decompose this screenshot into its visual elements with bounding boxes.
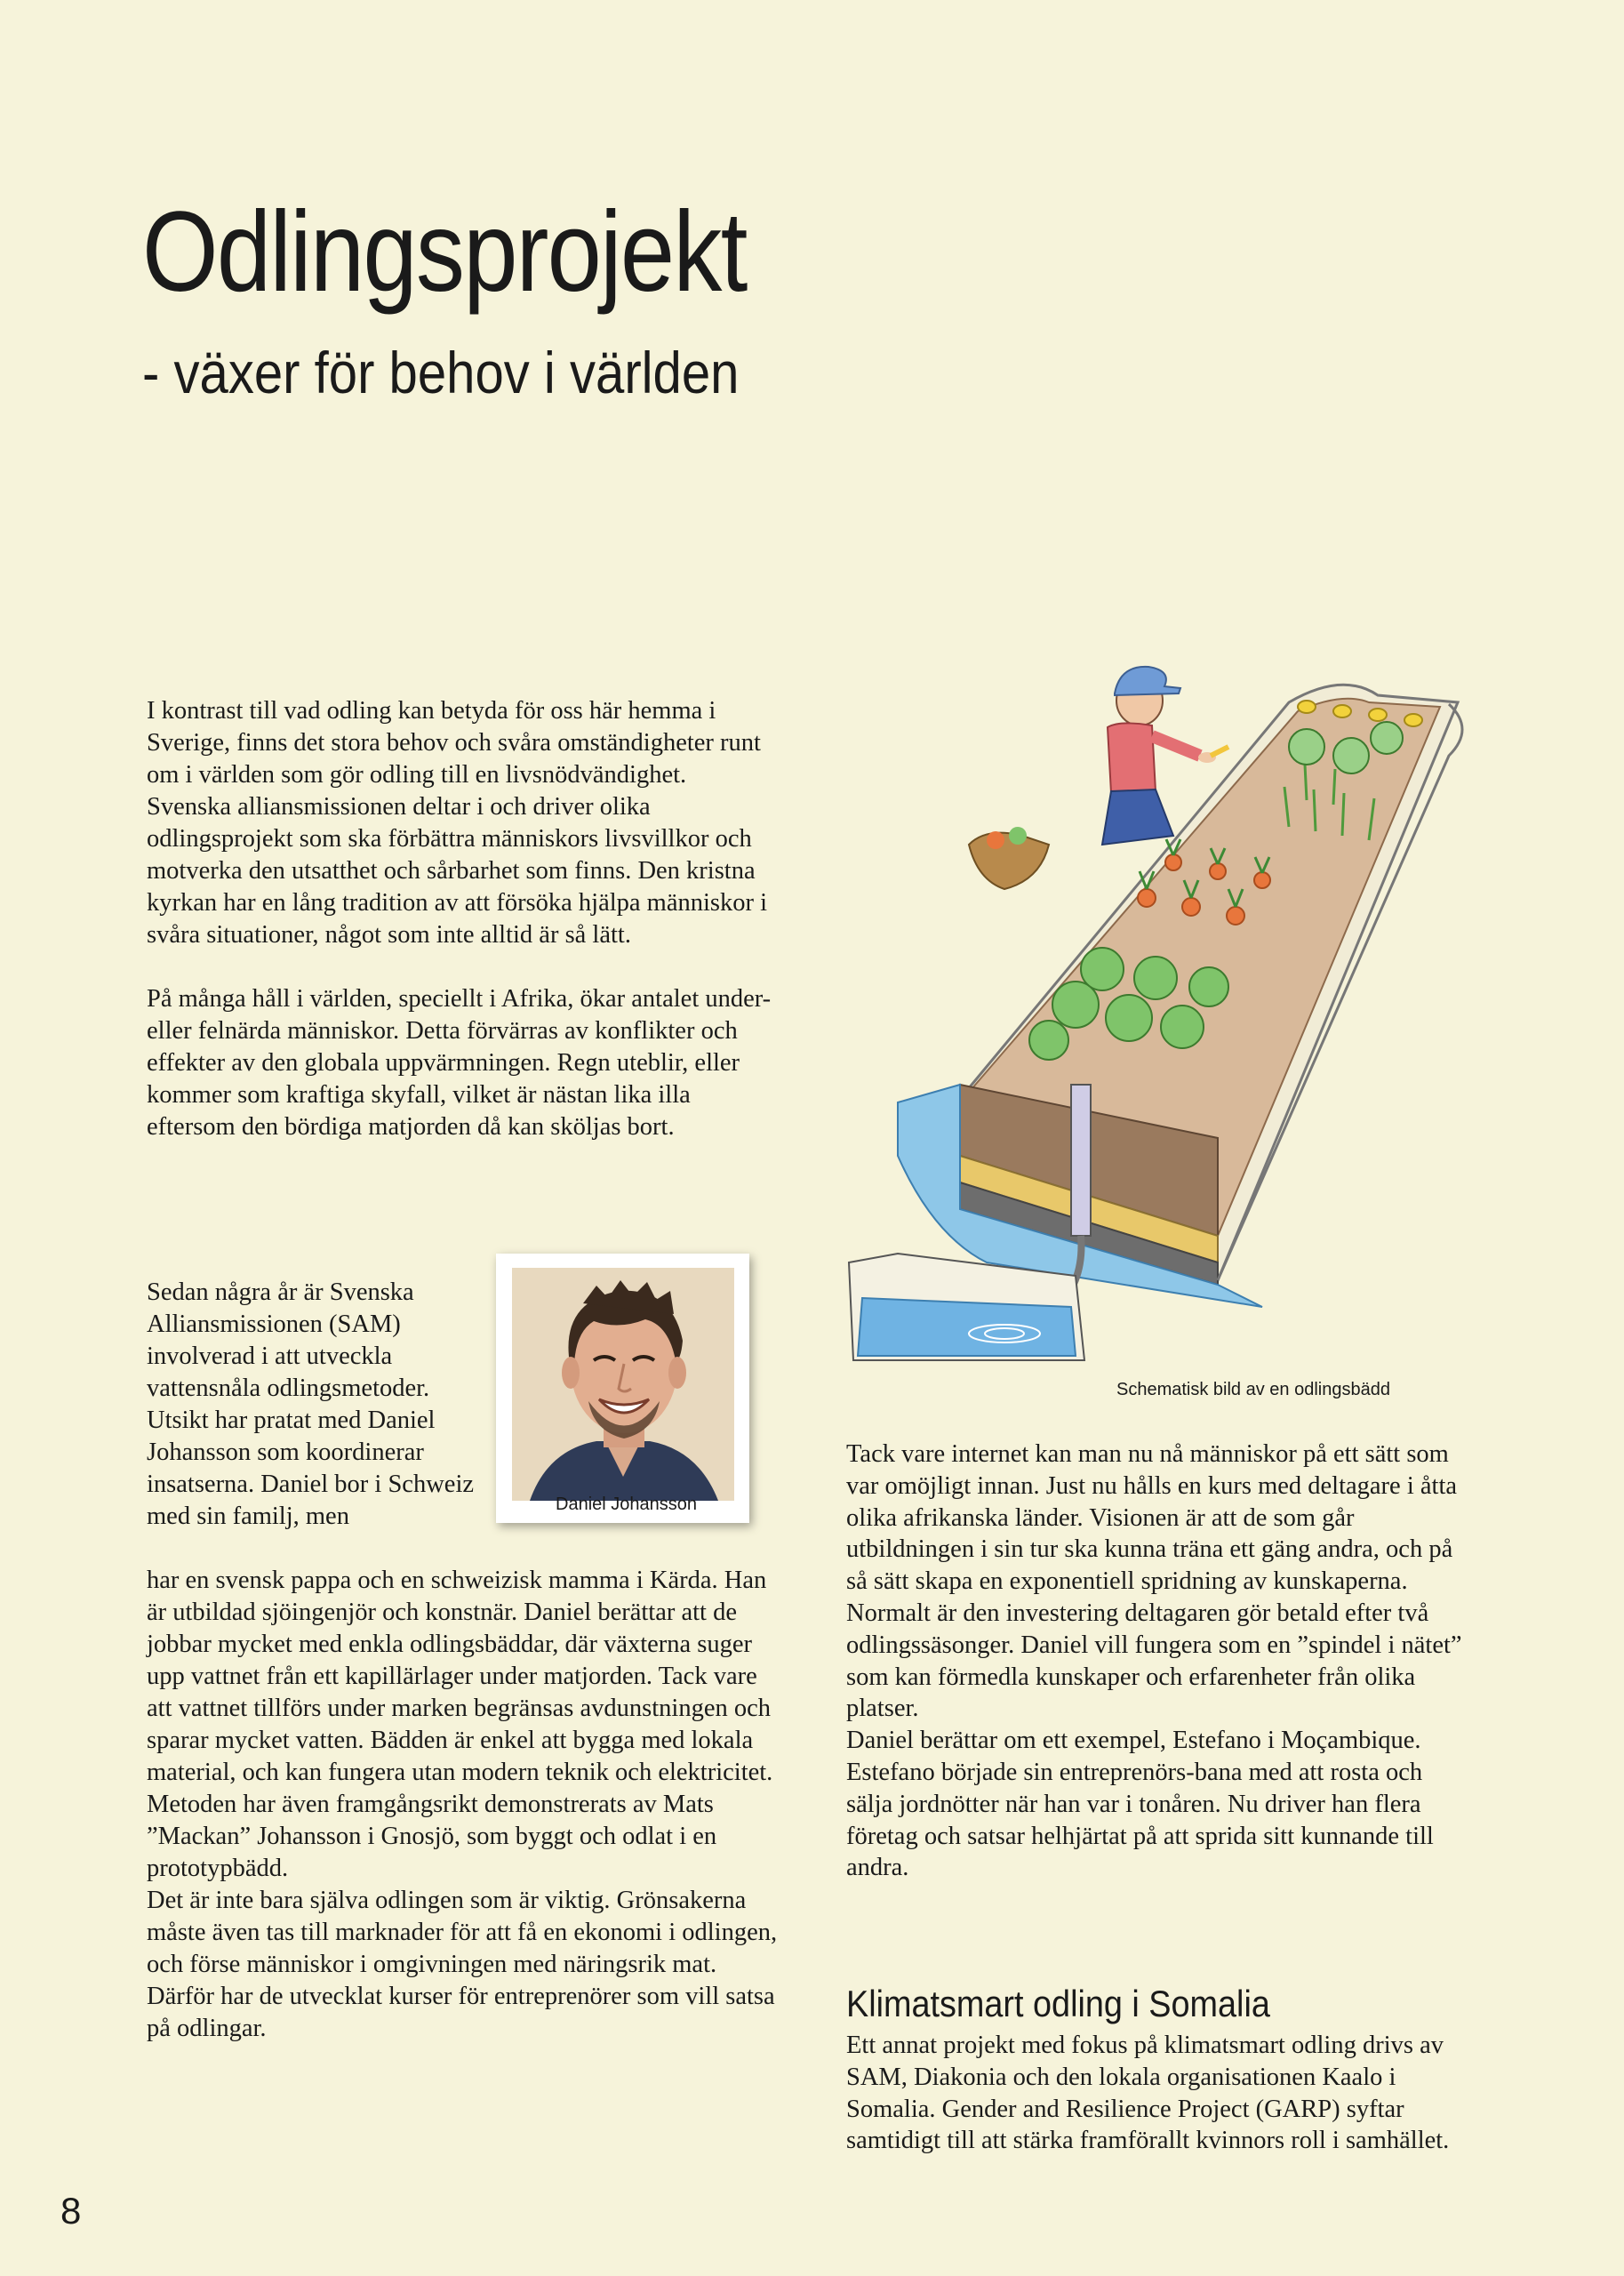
intro-text (147, 695, 782, 1143)
portrait-photo (512, 1268, 734, 1501)
photo-caption: Daniel Johansson (556, 1495, 697, 1514)
article-subtitle: - växer för behov i världen (142, 340, 740, 405)
paragraph-somalia: Ett annat projekt med fokus på klimatsmart odling drivs av SAM, Diakonia och den lokala organisationen Kaalo i Somalia. Gender and Resilience Project (GARP) syftar samtidigt till att stärka framförallt kvinnors roll i samhället. (846, 2032, 1450, 2155)
illustration-caption: Schematisk bild av en odlingsbädd (1116, 1380, 1390, 1399)
section-heading-somalia: Klimatsmart odling i Somalia (846, 1983, 1270, 2024)
paragraph-africa: På många håll i världen, speciellt i Afrika, ökar antalet under- eller felnärda människor. Detta förvärras av konflikter och effekter av den globala uppvärmningen. Regn uteblir, eller kommer som kraftiga skyfall, vilket är nästan lika illa eftersom den bördiga matjorden då kan sköljas bort. (147, 985, 772, 1141)
page-number: 8 (60, 2190, 82, 2232)
intro-paragraph-1: I kontrast till vad odling kan betyda för oss här hemma i Sverige, finns det stora behov och svåra omständigheter runt om i världen som gör odling till en livsnödvändighet. (147, 697, 761, 789)
section-somalia-text (846, 2030, 1468, 2157)
right-column-text (846, 1439, 1468, 1884)
paragraph-internet: Tack vare internet kan man nu nå människor på ett sätt som var omöjligt innan. Just nu hålls en kurs med deltagare i åtta olika afrikanska länder. Visionen är att de som går utbildningen i sin tur ska kunna träna ett gäng andra, och på så sätt skapa en exponentiell spridning av kunskaperna. Normalt är den investering deltagaren gör betald efter två odlingssäsonger. Daniel vill fungera som en ”spindel i nätet” som kan förmedla kunskaper och erfarenheter från olika platser. (846, 1440, 1462, 1723)
portrait-photo-frame (496, 1254, 749, 1523)
intro-paragraph-2: Svenska alliansmissionen deltar i och driver olika odlingsprojekt som ska förbättra människors livsvillkor och motverka den utsatthet och sårbarhet som finns. Den kristna kyrkan har en lång tradition av att försöka hjälpa människor i svåra situationer, något som inte alltid är så lätt. (147, 793, 768, 949)
paragraph-estefano: Daniel berättar om ett exempel, Estefano i Moçambique. Estefano började sin entreprenörs-bana med att rosta och sälja jordnötter när han var i tonåren. Nu driver han flera företag och satsar helhjärtat på att sprida sitt kunnande till andra. (846, 1727, 1434, 1882)
growing-bed-illustration (844, 622, 1529, 1387)
paragraph-sam-rest-text: har en svensk pappa och en schweizisk mamma i Kärda. Han är utbildad sjöingenjör och konstnär. Daniel berättar att de jobbar mycket med enkla odlingsbäddar, där växterna suger upp vattnet från ett kapillärlager under matjorden. Tack vare att vattnet tillförs under marken begränsas avdunstningen och sparar mycket vatten. Bädden är enkel att bygga med lokala material, och kan fungera utan modern teknik och elektricitet. Metoden har även framgångsrikt demonstrerats av Mats ”Mackan” Johansson i Gnosjö, som byggt och odlat i en prototypbädd. (147, 1567, 773, 1882)
article-title: Odlingsprojekt (142, 188, 747, 316)
paragraph-sam-wrap (147, 1277, 480, 1533)
paragraph-sam-wrap-text: Sedan några år är Svenska Alliansmissionen (SAM) involverad i att utveckla vattensnåla odlingsmetoder. Utsikt har pratat med Daniel Johansson som koordinerar insatserna. Daniel bor i Schweiz med sin familj, men (147, 1278, 475, 1530)
paragraph-sam-rest (147, 1565, 782, 2045)
paragraph-market: Det är inte bara själva odlingen som är viktig. Grönsakerna måste även tas till marknader för att få en ekonomi i odlingen, och förse människor i omgivningen med näringsrik mat. Därför har de utvecklat kurser för entreprenörer som vill satsa på odlingar. (147, 1887, 778, 2042)
